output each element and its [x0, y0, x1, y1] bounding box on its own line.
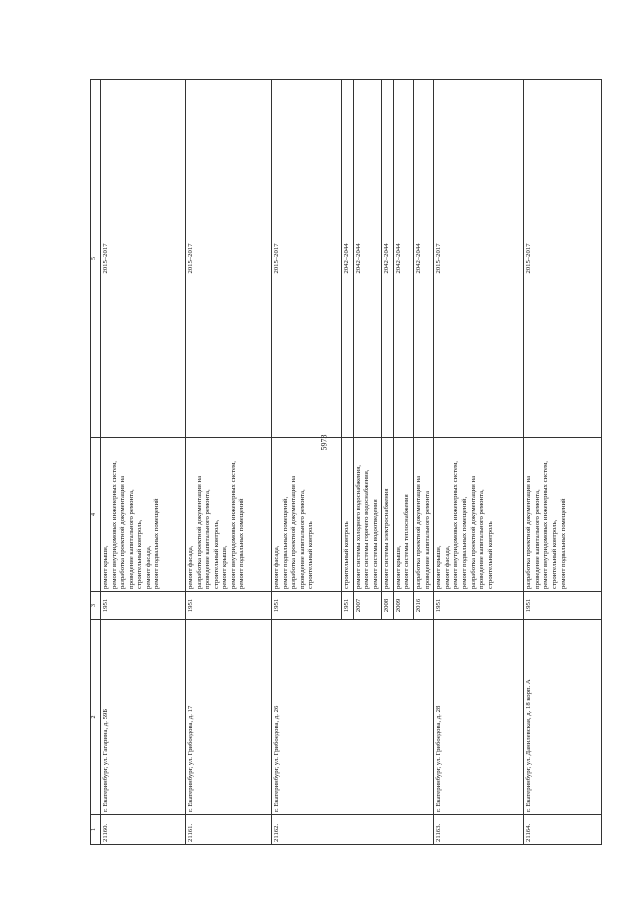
work-item: проведение капитального ремонта, [533, 489, 541, 589]
record-address: г. Екатеринбург, ул. Гагарина, д. 59Б [101, 620, 186, 815]
work-item: строительный контроль, [212, 519, 220, 589]
record-address: г. Екатеринбург, ул. Грибоедова, д. 17 [186, 620, 272, 815]
work-item: проведение капитального ремонта, [298, 489, 306, 589]
record-period: 2042–2044 [414, 80, 434, 438]
work-item: ремонт крыши, [394, 545, 402, 589]
work-item: ремонт фасада, [443, 545, 451, 589]
record-year: 2008 [382, 592, 394, 620]
work-item: разработка проектной документации на [469, 475, 477, 589]
work-item: ремонт подвальных помещений, [460, 496, 468, 589]
work-item: ремонт системы электроснабжения [383, 488, 391, 589]
column-header: 2 [91, 620, 101, 815]
record-address: г. Екатеринбург, ул. Данилевская, д. 18 корп. А [524, 620, 602, 815]
work-item: проведение капитального ремонта, [478, 489, 486, 589]
page-number: 5973 [319, 434, 329, 451]
record-period: 2042–2044 [393, 80, 413, 438]
record-year: 1951 [272, 592, 342, 620]
work-item: ремонт внутридомовых инженерных систем, [110, 461, 118, 589]
record-works [434, 438, 524, 592]
work-item: строительный контроль, [136, 519, 144, 589]
record-works [101, 438, 186, 592]
record-works [272, 438, 342, 592]
record-year: 2016 [414, 592, 434, 620]
work-item: ремонт подвальных помещений [238, 498, 246, 589]
work-item: ремонт фасада, [187, 545, 194, 589]
record-period: 2015–2017 [524, 80, 602, 438]
record-year: 1951 [101, 592, 186, 620]
record-address: г. Екатеринбург, ул. Грибоедова, д. 26 [272, 620, 434, 815]
record-works [186, 438, 272, 592]
record-works [524, 438, 602, 592]
work-item: ремонт внутридомовых инженерных систем, [452, 461, 460, 589]
record-works [353, 438, 382, 592]
rotated-page-content [90, 80, 599, 845]
record-period: 2015–2017 [272, 80, 342, 438]
record-year: 1951 [434, 592, 524, 620]
work-item: строительный контроль [307, 521, 315, 589]
record-year: 2009 [393, 592, 413, 620]
column-header: 5 [91, 80, 101, 438]
work-item: ремонт подвальных помещений [559, 498, 567, 589]
work-item: ремонт крыши, [221, 545, 229, 589]
record-id: 21160. [101, 815, 186, 845]
record-works [393, 438, 413, 592]
work-item: строительный контроль [486, 521, 494, 589]
work-item: ремонт системы теплоснабжения [403, 494, 411, 589]
work-item: ремонт внутридомовых инженерных систем, [229, 461, 237, 589]
record-period: 2015–2017 [434, 80, 524, 438]
table-row [434, 80, 524, 845]
work-item: разработка проектной документации на [290, 475, 298, 589]
record-year: 1951 [342, 592, 354, 620]
work-item: разработка проектной документации на [525, 475, 533, 589]
column-header: 4 [91, 438, 101, 592]
column-number-row [91, 80, 101, 845]
work-item: ремонт системы водоотведения [371, 499, 379, 589]
work-item: разработка проектной документации на [195, 475, 203, 589]
record-id: 21161. [186, 815, 272, 845]
work-item: разработка проектной документации на [119, 475, 127, 589]
record-period: 2042–2044 [382, 80, 394, 438]
work-item: ремонт крыши, [435, 545, 443, 589]
table-row [186, 80, 272, 845]
work-item: проведение капитального ремонта [423, 491, 431, 589]
work-item: ремонт подвальных помещений, [281, 496, 289, 589]
record-period: 2042–2044 [342, 80, 354, 438]
work-item: ремонт системы горячего водоснабжения, [363, 469, 371, 589]
record-id: 21162. [272, 815, 434, 845]
record-address: г. Екатеринбург, ул. Грибоедова, д. 28 [434, 620, 524, 815]
table-body [101, 80, 602, 845]
column-header: 3 [91, 592, 101, 620]
record-id: 21164. [524, 815, 602, 845]
record-year: 1951 [524, 592, 602, 620]
work-item: строительный контроль, [550, 519, 558, 589]
table-row [524, 80, 602, 845]
record-period: 2015–2017 [186, 80, 272, 438]
work-item: строительный контроль [343, 521, 350, 589]
record-works [342, 438, 354, 592]
record-year: 1951 [186, 592, 272, 620]
table-row [272, 80, 342, 845]
work-item: ремонт крыши, [102, 545, 109, 589]
record-year: 2007 [353, 592, 382, 620]
work-item: ремонт фасада, [144, 545, 152, 589]
record-id: 21163. [434, 815, 524, 845]
record-works [414, 438, 434, 592]
work-item: ремонт внутридомовых инженерных систем, [542, 461, 550, 589]
table-row [101, 80, 186, 845]
work-item: проведение капитального ремонта, [127, 489, 135, 589]
record-period: 2015–2017 [101, 80, 186, 438]
column-header: 1 [91, 815, 101, 845]
record-works [382, 438, 394, 592]
work-item: ремонт системы холодного водоснабжения, [354, 465, 362, 589]
work-item: разработка проектной документации на [415, 475, 423, 589]
record-period: 2042–2044 [353, 80, 382, 438]
work-item: ремонт подвальных помещений [153, 498, 161, 589]
capital-repair-table [90, 79, 602, 845]
work-item: проведение капитального ремонта, [204, 489, 212, 589]
work-item: ремонт фасада, [273, 545, 280, 589]
